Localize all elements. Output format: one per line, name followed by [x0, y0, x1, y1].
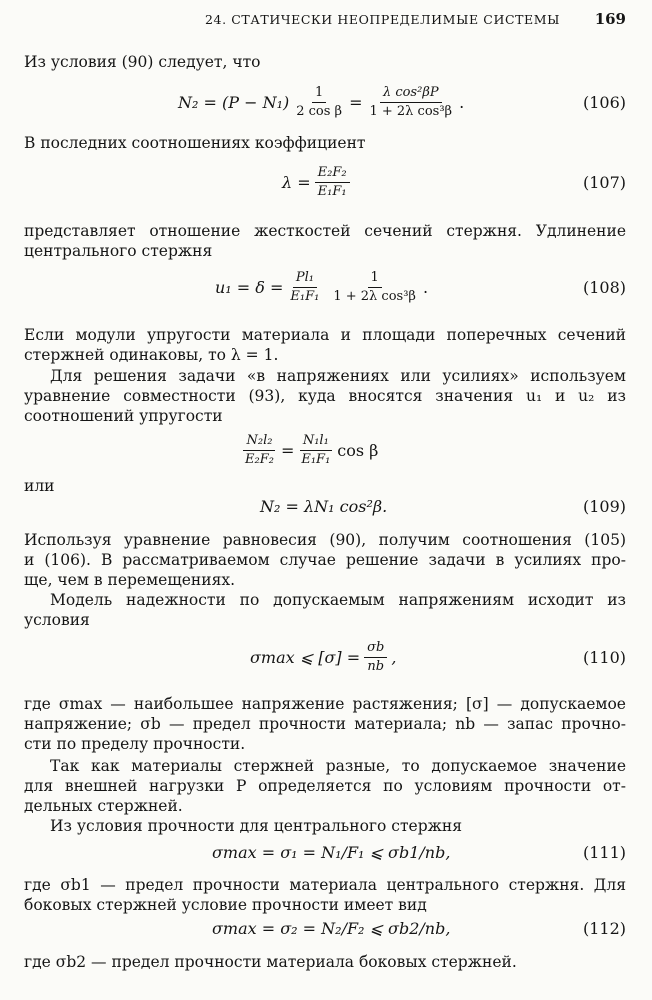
equation-number: (108) [582, 277, 626, 297]
comma: , [391, 647, 397, 667]
text-line: Так как материалы стержней разные, то допускаемое значение [50, 757, 626, 775]
period: . [422, 277, 429, 297]
fraction-numerator: E₂F₂ [315, 165, 350, 183]
equation-number: (106) [582, 92, 626, 112]
eq108-fraction-2 [330, 270, 419, 305]
text-line: Для решения задачи «в напряжениях или усилиях» используем [50, 367, 626, 385]
text-line: дельных стержней. [24, 797, 183, 815]
compat-fraction-2 [298, 433, 333, 468]
eq106-left: N₂ = (P − N₁) [178, 92, 290, 112]
text-line: боковых стержней условие прочности имеет вид [24, 896, 427, 914]
text-line: и (106). В рассматриваемом случае решение задачи в усилиях про- [24, 551, 626, 569]
equation-number: (109) [582, 496, 626, 516]
fraction-denominator: nb [367, 658, 385, 674]
text-line: где σb2 — предел прочности материала боковых стержней. [24, 953, 517, 971]
compatibility-equation [0, 428, 652, 472]
fraction-denominator: E₁F₁ [290, 288, 320, 304]
text-line: Если модули упругости материала и площади поперечных сечений [24, 326, 626, 344]
text-line: стержней одинаковы, то λ = 1. [24, 346, 279, 364]
fraction-denominator: 2 cos β [296, 103, 343, 119]
equation-112 [0, 906, 652, 950]
eq109-expression: N₂ = λN₁ cos²β. [260, 496, 388, 516]
fraction-numerator: N₁l₁ [300, 433, 332, 451]
fraction-numerator: N₂l₂ [243, 433, 275, 451]
eq112-expression: σmax = σ₂ = N₂/F₂ ⩽ σb2/nb, [212, 918, 451, 938]
text-line: сти по пределу прочности. [24, 735, 246, 753]
cos-beta: cos β [337, 440, 379, 460]
text-line: условия [24, 611, 90, 629]
text-line: ще, чем в перемещениях. [24, 571, 236, 589]
fraction-denominator: 1 + 2λ cos³β [369, 103, 453, 119]
fraction-numerator: λ cos²βP [380, 85, 442, 103]
eq108-fraction-1 [287, 270, 322, 305]
equation-number: (107) [582, 172, 626, 192]
eq107-left: λ = [282, 172, 311, 192]
fraction-denominator: E₁F₁ [317, 183, 347, 199]
period: . [459, 92, 465, 112]
page-number: 169 [594, 10, 626, 28]
eq111-expression: σmax = σ₁ = N₁/F₁ ⩽ σb1/nb, [212, 842, 451, 862]
equals-sign: = [349, 92, 363, 112]
text-line: Из условия (90) следует, что [24, 53, 261, 71]
text-line: где σb1 — предел прочности материала центрального стержня. Для [24, 876, 626, 894]
equation-number: (111) [582, 842, 626, 862]
text-line: где σmax — наибольшее напряжение растяжения; [σ] — допускаемое [24, 695, 626, 713]
eq107-fraction [315, 165, 350, 200]
fraction-numerator: σb [364, 640, 387, 658]
eq106-fraction-1 [293, 85, 345, 120]
equation-109 [0, 484, 652, 528]
equation-number: (110) [582, 647, 626, 667]
text-line: представляет отношение жесткостей сечений стержня. Удлинение [24, 222, 626, 240]
fraction-numerator: Pl₁ [293, 270, 317, 288]
fraction-numerator: 1 [368, 270, 382, 288]
running-title: 24. СТАТИЧЕСКИ НЕОПРЕДЕЛИМЫЕ СИСТЕМЫ [205, 12, 561, 27]
equals-sign: = [280, 440, 295, 460]
text-line: Из условия прочности для центрального стержня [50, 817, 462, 835]
text-line: соотношений упругости [24, 407, 223, 425]
text-line: для внешней нагрузки P определяется по условиям прочности от- [24, 777, 626, 795]
eq106-fraction-2 [366, 85, 455, 120]
fraction-denominator: E₁F₁ [301, 451, 331, 467]
text-line: напряжение; σb — предел прочности материала; nb — запас прочно- [24, 715, 626, 733]
text-line: Используя уравнение равновесия (90), получим соотношения (105) [24, 531, 626, 549]
text-line: уравнение совместности (93), куда вносятся значения u₁ и u₂ из [24, 387, 626, 405]
equation-110 [0, 635, 652, 679]
equation-108 [0, 265, 652, 309]
text-line: В последних соотношениях коэффициент [24, 134, 366, 152]
text-line: центрального стержня [24, 242, 213, 260]
fraction-denominator: 1 + 2λ cos³β [333, 288, 416, 304]
fraction-denominator: E₂F₂ [245, 451, 274, 467]
page-header [0, 10, 652, 32]
eq110-fraction [364, 640, 387, 675]
equation-106 [0, 80, 652, 124]
compat-fraction-1 [242, 433, 277, 468]
eq110-left: σmax ⩽ [σ] = [250, 647, 361, 667]
equation-number: (112) [582, 918, 626, 938]
fraction-numerator: 1 [312, 85, 326, 103]
text-line: Модель надежности по допускаемым напряжениям исходит из [50, 591, 626, 609]
equation-111 [0, 830, 652, 874]
eq108-left: u₁ = δ = [215, 277, 284, 297]
text-line: или [24, 477, 55, 495]
equation-107 [0, 160, 652, 204]
